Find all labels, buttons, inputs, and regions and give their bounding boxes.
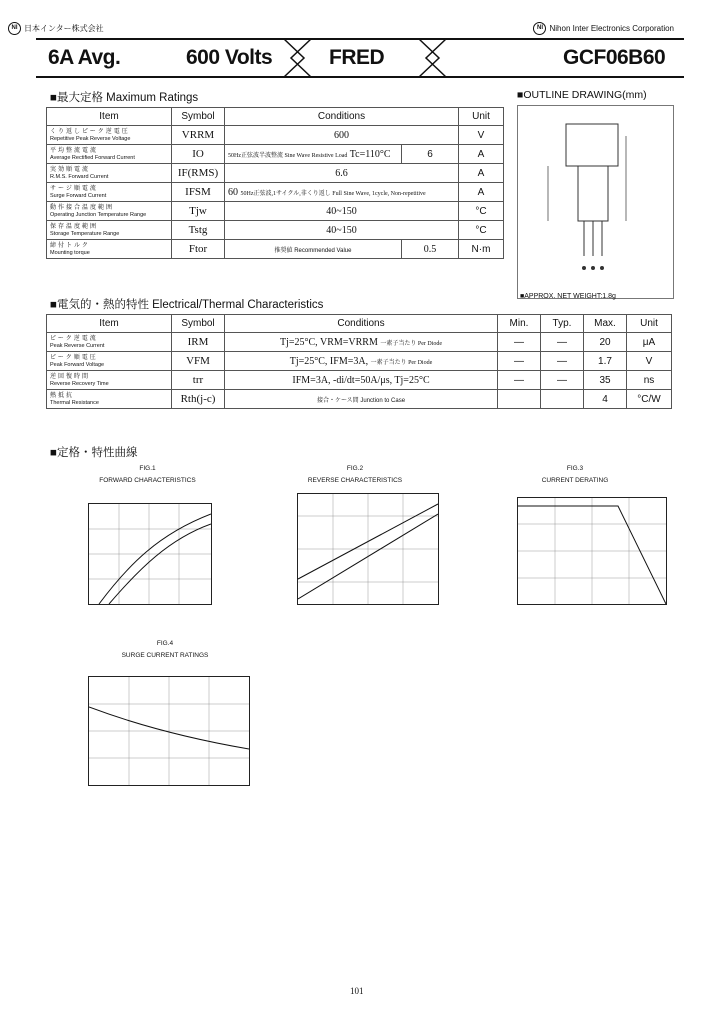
company-logo-left xyxy=(8,22,104,35)
curves-title: ■定格・特性曲線 xyxy=(50,447,138,459)
outline-weight: ■APPROX. NET WEIGHT:1.8g xyxy=(520,293,616,300)
fig4: FIG.4 SURGE CURRENT RATINGS xyxy=(70,640,260,800)
col-unit: Unit xyxy=(459,108,504,126)
banner-part: GCF06B60 xyxy=(563,46,666,69)
fig1: FIG.1 FORWARD CHARACTERISTICS xyxy=(70,465,225,615)
table-row: 動作接合温度範囲 Operating Junction Temperature Range Tjw 40~150 °C xyxy=(47,202,504,221)
company-logo-icon: NI xyxy=(8,22,21,35)
fig1-grid xyxy=(88,503,212,605)
fig1-plot xyxy=(89,504,211,604)
table-row: 逆回復時間 Reverse Recovery Time trr IFM=3A, -di/dt=50A/μs, Tj=25°C — — 35 ns xyxy=(47,371,672,390)
max-ratings-table xyxy=(46,107,504,259)
elec-title: ■電気的・熱的特性 Electrical/Thermal Characteristics xyxy=(50,299,324,311)
table-row: 締付トルク Mounting torque Ftor 推奨値 Recommended Value 0.5 N·m xyxy=(47,240,504,259)
fig3-grid xyxy=(517,497,667,605)
fig3-plot xyxy=(518,498,666,604)
banner-type: FRED xyxy=(329,46,385,69)
table-row: サージ順電流 Surge Forward Current IFSM 60 50Hz正弦波,1サイクル,非くり返し Full Sine Wave, 1cycle, Non-repetitive A xyxy=(47,183,504,202)
elec-table: Item Symbol Conditions Min. Typ. Max. Unit ピーク逆電流 Peak Reverse Current IRM Tj=25°C, VRM=VRRM 一素子当たり Per Diode — — 20 μA ピーク順電圧 Peak Forward Voltage VFM Tj=25°C, IFM=3A, 一素子当たり Per Diode — — 1.7 V 逆回復時間 Reverse Recovery Time trr IFM=3A, -di/dt=50A/μs, Tj=25°C — — 35 ns 熱抵抗 Thermal Resistance Rth(j-c) 接合・ケース間 Junction to Case 4 °C/W xyxy=(46,314,672,409)
table-row: 平均整流電流 Average Rectified Forward Current IO 50Hz正弦波半波整流 Sine Wave Resistive Load Tc=110°C 6 A xyxy=(47,145,504,164)
table-row: 熱抵抗 Thermal Resistance Rth(j-c) 接合・ケース間 Junction to Case 4 °C/W xyxy=(47,390,672,409)
page-number: 101 xyxy=(350,986,364,996)
company-logo-right xyxy=(533,22,674,35)
banner-voltage: 600 Volts xyxy=(186,46,273,69)
outline-sketch xyxy=(518,106,673,298)
fig3: FIG.3 CURRENT DERATING xyxy=(475,465,675,615)
fig4-plot xyxy=(89,677,249,785)
fig2: FIG.2 REVERSE CHARACTERISTICS xyxy=(265,465,445,615)
fig2-plot xyxy=(298,494,438,604)
col-conditions: Conditions xyxy=(225,108,459,126)
fig2-grid xyxy=(297,493,439,605)
table-row: 保存温度範囲 Storage Temperature Range Tstg 40~150 °C xyxy=(47,221,504,240)
company-name-en: Nihon Inter Electronics Corporation xyxy=(549,24,674,33)
col-item: Item xyxy=(47,108,172,126)
company-name-jp: 日本インター株式会社 xyxy=(24,24,104,33)
title-banner xyxy=(36,38,684,78)
col-symbol: Symbol xyxy=(172,108,225,126)
table-row: ピーク逆電流 Peak Reverse Current IRM Tj=25°C, VRM=VRRM 一素子当たり Per Diode — — 20 μA xyxy=(47,333,672,352)
table-row: ピーク順電圧 Peak Forward Voltage VFM Tj=25°C, IFM=3A, 一素子当たり Per Diode — — 1.7 V xyxy=(47,352,672,371)
company-logo-icon-right: NI xyxy=(533,22,546,35)
banner-current: 6A Avg. xyxy=(48,46,121,69)
table-row: くり返しピーク逆電圧 Repetitive Peak Reverse Voltage VRRM 600 V xyxy=(47,126,504,145)
outline-title: ■OUTLINE DRAWING(mm) xyxy=(517,89,647,101)
max-ratings-title: ■最大定格 Maximum Ratings xyxy=(50,92,199,104)
fig4-grid xyxy=(88,676,250,786)
outline-drawing xyxy=(517,105,674,299)
table-row: 実効順電流 R.M.S. Forward Current IF(RMS) 6.6 A xyxy=(47,164,504,183)
